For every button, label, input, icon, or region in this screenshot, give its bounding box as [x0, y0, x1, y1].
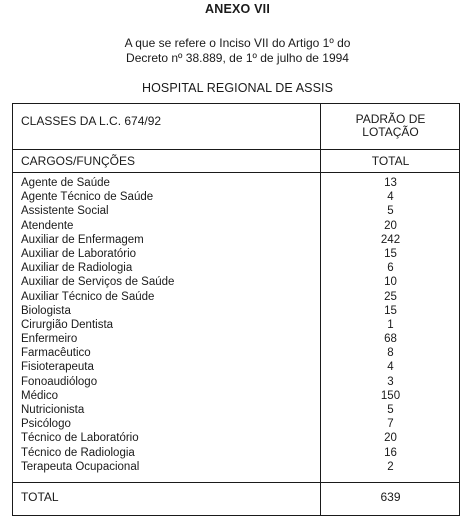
table-row — [13, 390, 459, 404]
table-row — [13, 205, 459, 219]
cargo-name: Agente de Saúde — [21, 177, 110, 189]
footer-label: TOTAL — [21, 490, 59, 504]
decree-reference — [0, 36, 475, 66]
subheader-total: TOTAL — [371, 154, 410, 168]
cargo-total: 20 — [384, 432, 397, 445]
cargo-total: 1 — [387, 318, 394, 331]
cargo-total: 242 — [380, 233, 401, 246]
cargo-total: 2 — [387, 460, 394, 473]
hospital-name: HOSPITAL REGIONAL DE ASSIS — [141, 81, 334, 95]
cargo-name: Técnico de Laboratório — [21, 432, 139, 445]
cargo-total: 15 — [384, 247, 397, 260]
table-row — [13, 447, 459, 461]
cargo-total: 5 — [387, 205, 394, 218]
cargo-total: 68 — [384, 333, 397, 346]
table-row — [13, 276, 459, 290]
cargo-name: Auxiliar de Radiologia — [21, 262, 133, 275]
subheader-divider — [13, 172, 459, 173]
header-padrao-line-2: LOTAÇÃO — [362, 125, 419, 139]
reference-line-1: A que se refere o Inciso VII do Artigo 1º do — [124, 36, 351, 50]
cargo-name: Cirurgião Dentista — [21, 318, 114, 331]
reference-line-2: Decreto nº 38.889, de 1º de julho de 1994 — [126, 51, 349, 65]
cargo-name: Auxiliar de Enfermagem — [21, 233, 144, 246]
cargo-name: Auxiliar Técnico de Saúde — [21, 290, 155, 303]
table-row — [13, 319, 459, 333]
cargo-total: 3 — [387, 375, 394, 388]
footer-divider — [13, 482, 459, 483]
cargo-total: 16 — [384, 446, 397, 459]
cargo-total: 15 — [384, 304, 397, 317]
cargo-name: Farmacêutico — [21, 347, 91, 360]
cargo-total: 4 — [387, 361, 394, 374]
table-row — [13, 305, 459, 319]
table-row — [13, 177, 459, 191]
subheader-cargos: CARGOS/FUNÇÕES — [21, 154, 136, 168]
table-row — [13, 461, 459, 475]
cargo-name: Nutricionista — [21, 404, 85, 416]
cargo-name: Enfermeiro — [21, 333, 78, 346]
cargo-name: Assistente Social — [21, 205, 109, 218]
cargo-total: 20 — [384, 219, 397, 232]
cargo-name: Agente Técnico de Saúde — [21, 191, 154, 204]
cargo-name: Fisioterapeuta — [21, 361, 94, 374]
cargo-name: Auxiliar de Laboratório — [21, 247, 137, 260]
cargo-name: Atendente — [21, 219, 74, 232]
cargo-name: Psicólogo — [21, 418, 71, 431]
cargo-name: Fonoaudiólogo — [21, 375, 98, 388]
table-row — [13, 234, 459, 248]
cargo-total: 25 — [384, 290, 397, 303]
table-row — [13, 404, 459, 418]
cargo-name: Auxiliar de Serviços de Saúde — [21, 276, 175, 289]
table-row — [13, 361, 459, 375]
cargo-name: Médico — [21, 389, 59, 402]
cargo-total: 7 — [387, 418, 394, 431]
table-row — [13, 262, 459, 276]
header-divider — [13, 149, 459, 150]
header-padrao-line-1: PADRÃO DE — [355, 112, 426, 126]
table-row — [13, 418, 459, 432]
table-row — [13, 291, 459, 305]
annex-title: ANEXO VII — [204, 2, 270, 16]
table-body — [13, 177, 459, 475]
cargo-name: Biologista — [21, 304, 71, 317]
table-row — [13, 248, 459, 262]
cargo-total: 6 — [387, 262, 394, 275]
table-row — [13, 220, 459, 234]
cargo-total: 150 — [380, 389, 401, 402]
cargo-total: 5 — [387, 404, 394, 416]
cargo-total: 4 — [387, 191, 394, 204]
table-row — [13, 333, 459, 347]
table-row — [13, 347, 459, 361]
cargo-name: Terapeuta Ocupacional — [21, 460, 140, 473]
cargo-name: Técnico de Radiologia — [21, 446, 135, 459]
footer-total: 639 — [380, 490, 401, 504]
table-row — [13, 191, 459, 205]
staffing-table — [12, 103, 460, 516]
cargo-total: 8 — [387, 347, 394, 360]
header-padrao-lotacao — [321, 113, 460, 139]
table-row — [13, 376, 459, 390]
header-classes: CLASSES DA L.C. 674/92 — [21, 114, 162, 128]
table-row — [13, 432, 459, 446]
cargo-total: 13 — [384, 177, 397, 189]
cargo-total: 10 — [384, 276, 397, 289]
